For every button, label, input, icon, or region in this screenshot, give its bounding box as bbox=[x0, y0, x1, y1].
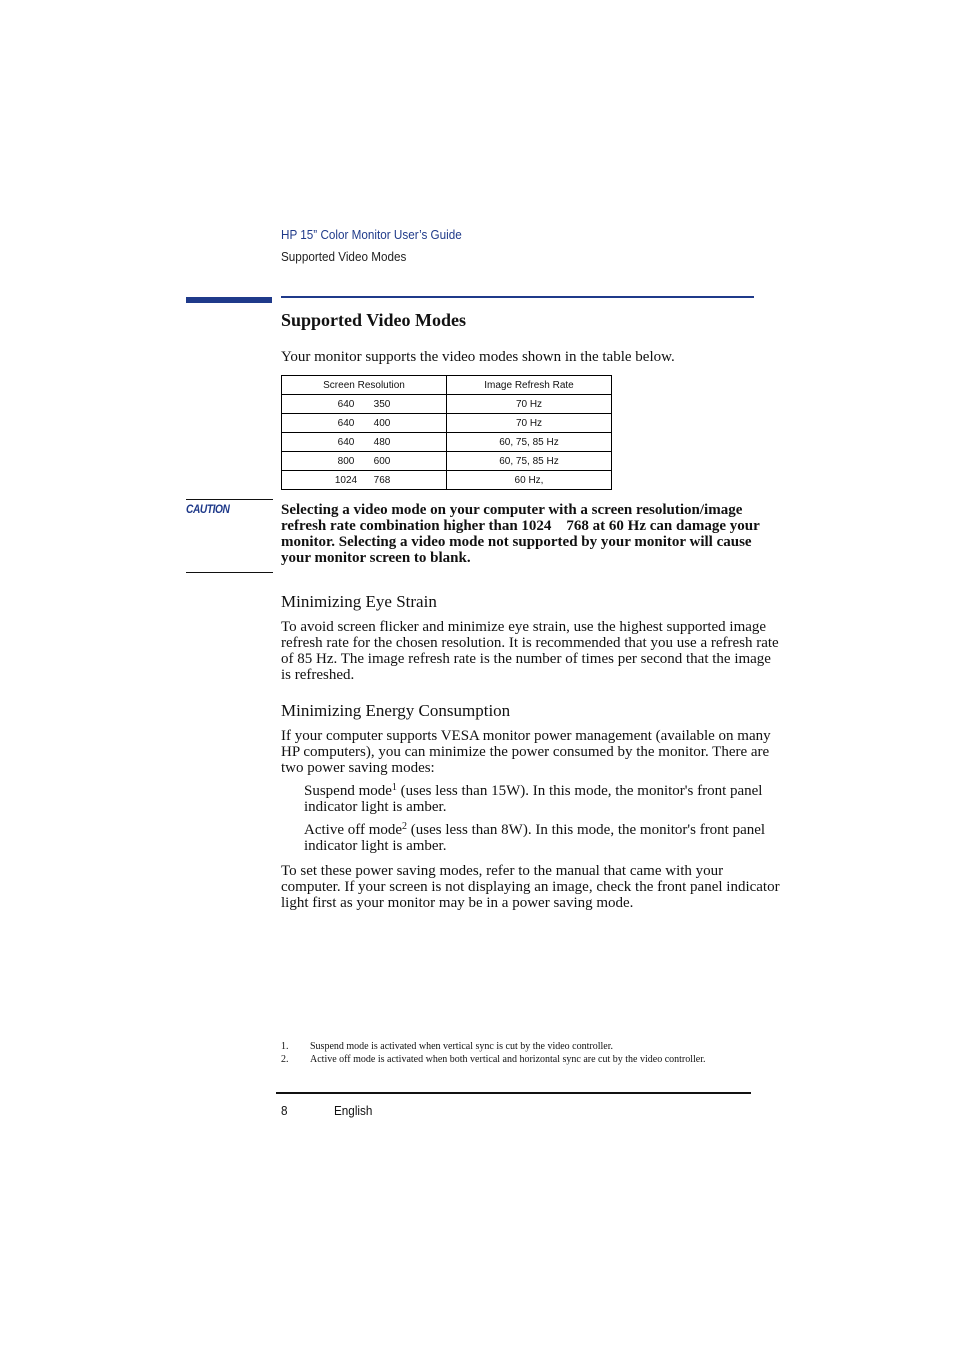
refresh-rate: 60 Hz, bbox=[447, 471, 612, 490]
section-rule bbox=[281, 296, 754, 298]
suspend-mode-item bbox=[304, 783, 774, 815]
table-row bbox=[282, 395, 612, 414]
footnote-number: 1. bbox=[281, 1041, 289, 1052]
footnote-text: Suspend mode is activated when vertical sync is cut by the video controller. bbox=[310, 1041, 613, 1052]
footnote-2 bbox=[281, 1053, 741, 1066]
resolution-height: 600 bbox=[373, 455, 391, 467]
eye-strain-heading: Minimizing Eye Strain bbox=[281, 592, 437, 611]
energy-paragraph: If your computer supports VESA monitor power management (available on many HP computers), you can minimize the power consumed by the monitor. There are two power saving modes: bbox=[281, 728, 771, 776]
intro-paragraph: Your monitor supports the video modes shown in the table below. bbox=[281, 349, 675, 365]
page-number: 8 bbox=[281, 1103, 288, 1118]
caution-label: CAUTION bbox=[186, 502, 230, 516]
table-row bbox=[282, 433, 612, 452]
caution-text: Selecting a video mode on your computer with a screen resolution/image refresh rate combination higher than 1024 768 at 60 Hz can damage your monitor. Selecting a video mode not supported by your monitor will cause your monitor screen to blank. bbox=[281, 502, 764, 566]
table-row bbox=[282, 452, 612, 471]
caution-top-rule bbox=[186, 499, 273, 500]
refresh-rate: 60, 75, 85 Hz bbox=[447, 452, 612, 471]
suspend-mode-text: (uses less than 15W). In this mode, the monitor's front panel indicator light is amber. bbox=[304, 783, 763, 815]
section-title: Supported Video Modes bbox=[281, 249, 407, 264]
caution-bottom-rule bbox=[186, 572, 273, 573]
active-off-mode-label: Active off mode bbox=[304, 822, 403, 838]
refresh-rate: 70 Hz bbox=[447, 414, 612, 433]
resolution-width: 1024 bbox=[334, 474, 358, 486]
resolution-width: 640 bbox=[337, 417, 355, 429]
table-row bbox=[282, 414, 612, 433]
footnote-number: 2. bbox=[281, 1054, 289, 1065]
video-modes-table bbox=[281, 375, 612, 490]
resolution-width: 640 bbox=[337, 398, 355, 410]
table-header-refresh: Image Refresh Rate bbox=[447, 376, 612, 395]
book-title: HP 15” Color Monitor User’s Guide bbox=[281, 227, 462, 242]
resolution-height: 400 bbox=[373, 417, 391, 429]
section-bar bbox=[186, 297, 272, 303]
footnote-ref-1: 1 bbox=[391, 782, 397, 793]
resolution-height: 480 bbox=[373, 436, 391, 448]
footer-rule bbox=[276, 1092, 751, 1094]
resolution-height: 350 bbox=[373, 398, 391, 410]
refresh-rate: 70 Hz bbox=[447, 395, 612, 414]
closing-paragraph: To set these power saving modes, refer to the manual that came with your computer. If your screen is not displaying an image, check the front panel indicator light first as your monitor may be in a power saving mode. bbox=[281, 863, 780, 911]
suspend-mode-label: Suspend mode bbox=[304, 783, 392, 799]
page-heading: Supported Video Modes bbox=[281, 310, 467, 330]
footnote-text: Active off mode is activated when both vertical and horizontal sync are cut by the video controller. bbox=[310, 1054, 706, 1065]
footer-language: English bbox=[334, 1103, 373, 1118]
energy-heading: Minimizing Energy Consumption bbox=[281, 701, 511, 720]
active-off-mode-item bbox=[304, 822, 774, 854]
eye-strain-paragraph: To avoid screen flicker and minimize eye strain, use the highest supported image refresh rate for the chosen resolution. It is recommended that you use a refresh rate of 85 Hz. The image refresh rate is the number of times per second that the image is refreshed. bbox=[281, 619, 779, 683]
table-row bbox=[282, 471, 612, 490]
table-header-resolution: Screen Resolution bbox=[282, 376, 447, 395]
footnote-ref-2: 2 bbox=[402, 821, 408, 832]
footnote-1 bbox=[281, 1040, 741, 1053]
resolution-width: 800 bbox=[337, 455, 355, 467]
resolution-width: 640 bbox=[337, 436, 355, 448]
refresh-rate: 60, 75, 85 Hz bbox=[447, 433, 612, 452]
resolution-height: 768 bbox=[373, 474, 391, 486]
active-off-mode-text: (uses less than 8W). In this mode, the monitor's front panel indicator light is amber. bbox=[304, 822, 766, 854]
